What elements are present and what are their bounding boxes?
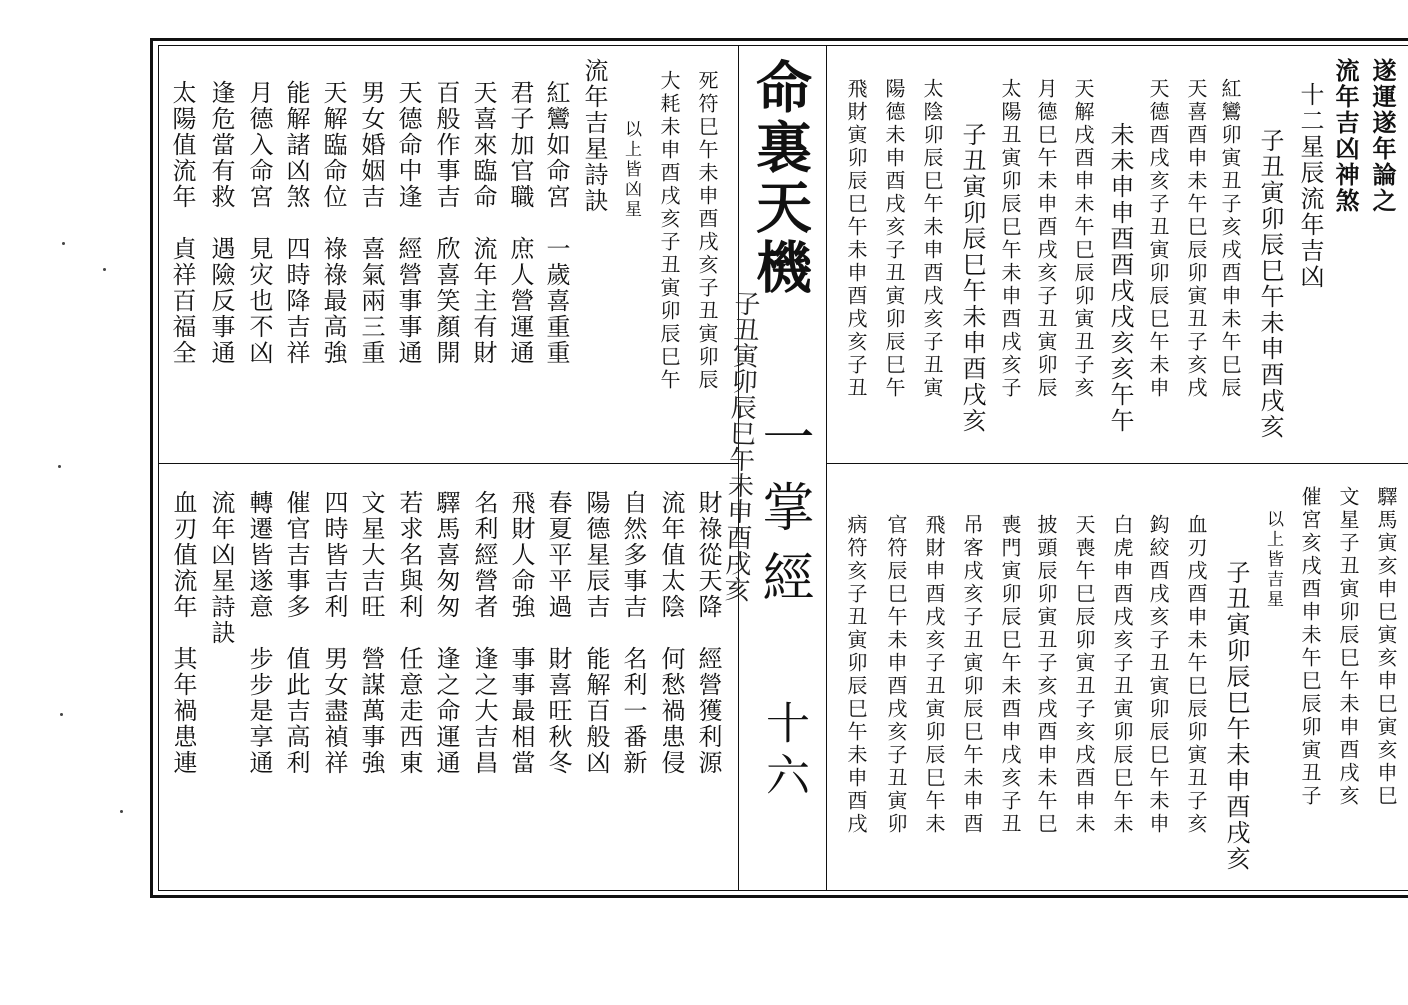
- right-top-col-7: 天德酉戌亥子丑寅卯辰巳午未申: [1146, 78, 1170, 400]
- scan-speck: [62, 242, 65, 245]
- right-bottom-col-3: 催宮亥戌酉申未午巳辰卯寅丑子: [1298, 486, 1322, 808]
- spine-line-right: [826, 45, 827, 891]
- left-bottom-col-2: 流年值太陰 何愁禍患侵: [657, 490, 685, 776]
- right-top-col-11: 太陽丑寅卯辰巳午未申酉戌亥子: [998, 78, 1022, 400]
- left-bottom-col-8: 驛馬喜匆匆 逢之命運通: [432, 490, 460, 776]
- left-top-col-10: 男女婚姻吉 喜氣兩三重: [357, 80, 385, 366]
- right-bottom-col-7: 鈎絞酉戌亥子丑寅卯辰巳午未申: [1146, 514, 1170, 836]
- right-top-col-10: 月德巳午未申酉戌亥子丑寅卯辰: [1034, 78, 1058, 400]
- scan-speck: [120, 810, 123, 813]
- right-top-col-1: 遂運遂年論之: [1368, 58, 1397, 214]
- left-top-col-8: 百般作事吉 欣喜笑顏開: [432, 80, 460, 366]
- left-top-col-5: 紅鸞如命宮 一歲喜重重: [542, 80, 570, 366]
- left-bottom-col-4: 陽德星辰吉 能解百般凶: [582, 490, 610, 776]
- left-top-col-15: 太陽值流年 貞祥百福全: [168, 80, 196, 366]
- right-bottom-col-11: 喪門寅卯辰巳午未酉申戌亥子丑: [998, 514, 1022, 836]
- left-bottom-col-12: 催官吉事多 值此吉高利: [282, 490, 310, 776]
- right-top-col-2: 流年吉凶神煞: [1331, 58, 1360, 214]
- right-bottom-col-13: 飛財申酉戌亥子丑寅卯辰巳午未: [922, 514, 946, 836]
- left-top-col-9: 天德命中逢 經營事事通: [394, 80, 422, 366]
- left-bottom-col-10: 文星大吉旺 營謀萬事強: [357, 490, 385, 776]
- left-top-col-7: 天喜來臨命 流年主有財: [469, 80, 497, 366]
- book-subtitle: 一掌經: [753, 410, 813, 620]
- right-bottom-col-15: 病符亥子丑寅卯辰巳午未申酉戌: [844, 514, 868, 836]
- left-bottom-col-1: 財祿從天降 經營獲利源: [694, 490, 722, 776]
- right-bottom-col-9: 天喪午巳辰卯寅丑子亥戌酉申未: [1072, 514, 1096, 836]
- right-top-col-5: 紅鸞卯寅丑子亥戌酉申未午巳辰: [1218, 78, 1242, 400]
- right-top-col-3: 十二星辰流年吉凶: [1296, 82, 1324, 290]
- left-bottom-col-6: 飛財人命強 事事最相當: [507, 490, 535, 776]
- right-bottom-col-1: 驛馬寅亥申巳寅亥申巳寅亥申巳: [1374, 486, 1398, 808]
- divider-left: [158, 463, 738, 464]
- left-top-col-12: 能解諸凶煞 四時降吉祥: [282, 80, 310, 366]
- left-bottom-col-3: 自然多事吉 名利一番新: [619, 490, 647, 776]
- left-bottom-col-13: 轉遷皆遂意 步步是享通: [245, 490, 273, 776]
- left-bottom-col-5: 春夏平平過 財喜旺秋冬: [544, 490, 572, 776]
- right-bottom-col-4: 以上皆吉星: [1263, 510, 1283, 610]
- right-bottom-col-10: 披頭辰卯寅丑子亥戌酉申未午巳: [1034, 514, 1058, 836]
- right-top-col-8: 未未申申酉酉戌戌亥亥午午: [1106, 122, 1134, 434]
- right-top-col-6: 天喜酉申未午巳辰卯寅丑子亥戌: [1184, 78, 1208, 400]
- right-top-col-13: 太陰卯辰巳午未申酉戌亥子丑寅: [920, 78, 944, 400]
- book-title: 命裏天機: [747, 58, 813, 298]
- right-bottom-col-5: 子丑寅卯辰巳午未申酉戌亥: [1222, 560, 1250, 872]
- right-bottom-col-6: 血刃戌酉申未午巳辰卯寅丑子亥: [1184, 514, 1208, 836]
- right-top-col-9: 天解戌酉申未午巳辰卯寅丑子亥: [1071, 78, 1095, 400]
- left-bottom-col-9: 若求名與利 任意走西東: [395, 490, 423, 776]
- handwritten-note: 子丑寅卯辰巳午未申酉戌亥: [719, 289, 761, 603]
- right-bottom-col-2: 文星子丑寅卯辰巳午未申酉戌亥: [1336, 486, 1360, 808]
- left-top-col-4: 流年吉星詩訣: [580, 58, 608, 214]
- left-bottom-col-11: 四時皆吉利 男女盡禎祥: [320, 490, 348, 776]
- left-bottom-col-7: 名利經營者 逢之大吉昌: [470, 490, 498, 776]
- left-top-col-3: 以上皆凶星: [621, 120, 641, 220]
- page-number: 十六: [758, 700, 809, 804]
- scan-speck: [103, 268, 106, 271]
- right-bottom-col-14: 官符辰巳午未申酉戌亥子丑寅卯: [884, 514, 908, 836]
- divider-right: [826, 463, 1408, 464]
- left-top-col-2: 大耗未申酉戌亥子丑寅卯辰巳午: [657, 70, 681, 392]
- left-bottom-col-14: 流年凶星詩訣: [207, 490, 235, 646]
- right-top-col-12: 子丑寅卯辰巳午未申酉戌亥: [958, 122, 986, 434]
- right-top-col-15: 飛財寅卯辰巳午未申酉戌亥子丑: [844, 78, 868, 400]
- left-top-col-14: 逢危當有救 遇險反事通: [207, 80, 235, 366]
- left-bottom-col-15: 血刃值流年 其年禍患連: [169, 490, 197, 776]
- right-top-col-14: 陽德未申酉戌亥子丑寅卯辰巳午: [882, 78, 906, 400]
- right-bottom-col-12: 吊客戌亥子丑寅卯辰巳午未申酉: [960, 514, 984, 836]
- right-top-col-4: 子丑寅卯辰巳午未申酉戌亥: [1256, 128, 1284, 440]
- right-bottom-col-8: 白虎申酉戌亥子丑寅卯辰巳午未: [1110, 514, 1134, 836]
- left-top-col-6: 君子加官職 庶人營運通: [506, 80, 534, 366]
- scan-speck: [60, 713, 63, 716]
- left-top-col-11: 天解臨命位 祿祿最高強: [319, 80, 347, 366]
- left-top-col-1: 死符巳午未申酉戌亥子丑寅卯辰: [695, 70, 719, 392]
- scan-speck: [58, 465, 61, 468]
- left-top-col-13: 月德入命宮 見灾也不凶: [245, 80, 273, 366]
